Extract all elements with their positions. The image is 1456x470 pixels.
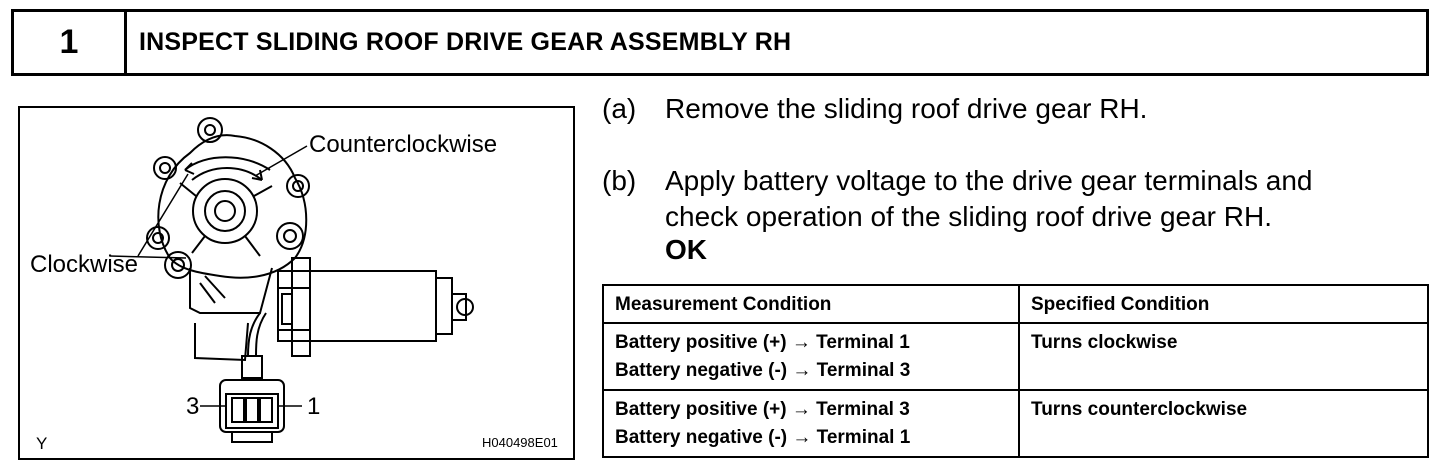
step-a-text: Remove the sliding roof drive gear RH.: [665, 93, 1148, 124]
measurement-cell: [603, 390, 1019, 457]
corner-mark: Y: [36, 434, 48, 453]
figure-code: H040498E01: [482, 435, 558, 450]
table-header-row: [603, 285, 1428, 323]
step-title: INSPECT SLIDING ROOF DRIVE GEAR ASSEMBLY RH: [139, 28, 792, 56]
measurement-line: Battery negative (-) → Terminal 1: [615, 427, 911, 448]
step-header: [11, 9, 1429, 76]
terminal-1-label: 1: [307, 393, 321, 420]
drive-gear-drawing: [20, 108, 577, 462]
header-measurement-condition: Measurement Condition: [603, 285, 1019, 323]
specification-table: [602, 284, 1429, 458]
clockwise-label: Clockwise: [30, 251, 139, 278]
step-number: 1: [14, 12, 127, 73]
measurement-cell: [603, 323, 1019, 390]
step-a-tag: (a): [602, 93, 637, 124]
table-row: [603, 323, 1428, 390]
measurement-line: Battery positive (+) → Terminal 3: [615, 399, 910, 420]
step-b-tag: (b): [602, 165, 637, 196]
specified-cell: Turns counterclockwise: [1019, 390, 1428, 457]
specified-cell: Turns clockwise: [1019, 323, 1428, 390]
drive-gear-illustration: [18, 106, 575, 460]
measurement-line: Battery negative (-) → Terminal 3: [615, 360, 911, 381]
measurement-line: Battery positive (+) → Terminal 1: [615, 332, 910, 353]
counterclockwise-label: Counterclockwise: [309, 131, 498, 158]
terminal-3-label: 3: [186, 393, 200, 420]
header-specified-condition: Specified Condition: [1019, 285, 1428, 323]
result-ok: OK: [665, 234, 707, 265]
step-b-text: Apply battery voltage to the drive gear terminals and check operation of the sliding roof drive gear RH.: [665, 165, 1313, 232]
table-row: [603, 390, 1428, 457]
